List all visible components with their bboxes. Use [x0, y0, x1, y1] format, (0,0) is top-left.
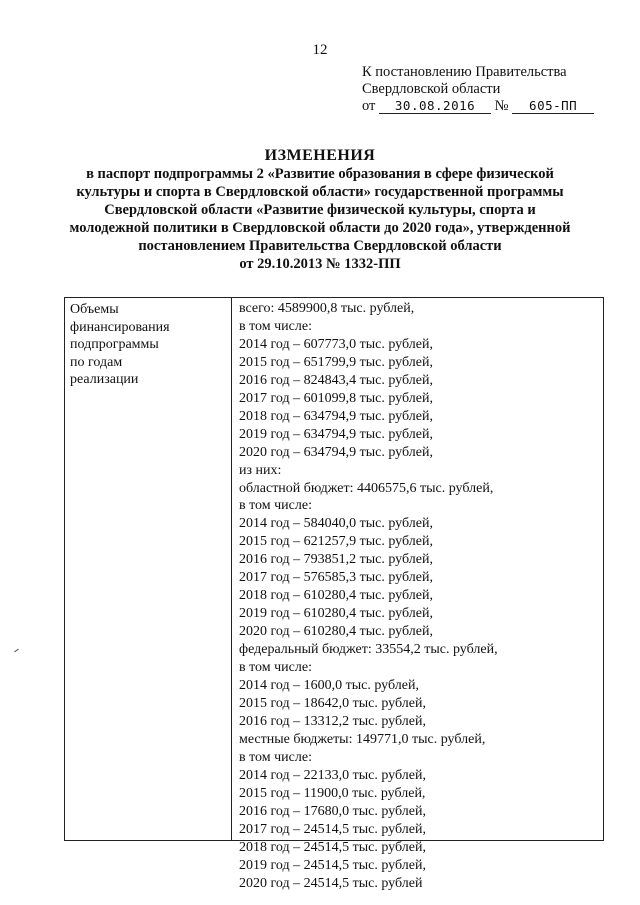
registration-line [362, 98, 622, 115]
from-label: от [362, 98, 376, 114]
heading-line: культуры и спорта в Свердловской области» государственной программы [76, 184, 564, 200]
value-line: 2014 год – 607773,0 тыс. рублей, [239, 336, 433, 352]
number-label: № [494, 98, 509, 114]
value-line: федеральный бюджет: 33554,2 тыс. рублей, [239, 642, 498, 658]
column-divider [231, 298, 232, 840]
document-title: ИЗМЕНЕНИЯ [264, 147, 376, 164]
value-line: всего: 4589900,8 тыс. рублей, [239, 301, 415, 316]
value-line: 2017 год – 576585,3 тыс. рублей, [239, 570, 433, 586]
value-line: 2017 год – 601099,8 тыс. рублей, [239, 390, 433, 406]
funding-values-cell [239, 300, 599, 892]
value-line: 2018 год – 610280,4 тыс. рублей, [239, 588, 433, 604]
value-line: 2020 год – 24514,5 тыс. рублей [239, 875, 423, 891]
document-heading [0, 147, 640, 273]
value-line: 2016 год – 793851,2 тыс. рублей, [239, 552, 433, 568]
label-line: реализации [70, 372, 139, 387]
value-line: 2014 год – 22133,0 тыс. рублей, [239, 767, 426, 783]
annex-line-1: К постановлению Правительства [362, 64, 567, 80]
heading-line: постановлением Правительства Свердловской области [138, 238, 502, 254]
value-line: в том числе: [239, 318, 312, 334]
value-line: в том числе: [239, 749, 312, 765]
value-line: 2016 год – 824843,4 тыс. рублей, [239, 372, 433, 388]
value-line: 2018 год – 634794,9 тыс. рублей, [239, 408, 433, 424]
value-line: 2019 год – 634794,9 тыс. рублей, [239, 426, 433, 442]
value-line: 2019 год – 24514,5 тыс. рублей, [239, 857, 426, 873]
funding-label-cell [70, 301, 225, 389]
value-line: 2015 год – 18642,0 тыс. рублей, [239, 695, 426, 711]
value-line: 2015 год – 621257,9 тыс. рублей, [239, 534, 433, 550]
resolution-date: 30.08.2016 [379, 99, 491, 114]
value-line: 2017 год – 24514,5 тыс. рублей, [239, 821, 426, 837]
label-line: Объемы [70, 302, 119, 317]
value-line: 2016 год – 17680,0 тыс. рублей, [239, 803, 426, 819]
value-line: в том числе: [239, 660, 312, 676]
label-line: подпрограммы [70, 337, 159, 352]
value-line: областной бюджет: 4406575,6 тыс. рублей, [239, 480, 494, 496]
value-line: в том числе: [239, 498, 312, 514]
value-line: 2014 год – 584040,0 тыс. рублей, [239, 516, 433, 532]
heading-line: молодежной политики в Свердловской области до 2020 года», утвержденной [69, 220, 571, 236]
value-line: 2020 год – 610280,4 тыс. рублей, [239, 624, 433, 640]
value-line: местные бюджеты: 149771,0 тыс. рублей, [239, 731, 486, 747]
value-line: 2020 год – 634794,9 тыс. рублей, [239, 444, 433, 460]
funding-table [64, 297, 604, 891]
label-line: финансирования [70, 319, 170, 335]
annex-line-2: Свердловской области [362, 81, 501, 97]
value-line: 2014 год – 1600,0 тыс. рублей, [239, 678, 419, 694]
value-line: 2018 год – 24514,5 тыс. рублей, [239, 839, 426, 855]
value-line: 2015 год – 651799,9 тыс. рублей, [239, 354, 433, 370]
heading-line: от 29.10.2013 № 1332-ПП [239, 256, 401, 272]
margin-mark [14, 649, 19, 653]
heading-line: в паспорт подпрограммы 2 «Развитие образования в сфере физической [86, 166, 554, 182]
annex-block [362, 64, 622, 115]
value-line: 2019 год – 610280,4 тыс. рублей, [239, 606, 433, 622]
label-line: по годам [70, 354, 123, 370]
heading-line: Свердловской области «Развитие физической культуры, спорта и [104, 202, 536, 218]
value-line: 2015 год – 11900,0 тыс. рублей, [239, 785, 426, 801]
resolution-number: 605-ПП [512, 99, 594, 114]
value-line: из них: [239, 462, 282, 478]
value-line: 2016 год – 13312,2 тыс. рублей, [239, 713, 426, 729]
page-number: 12 [312, 42, 328, 58]
